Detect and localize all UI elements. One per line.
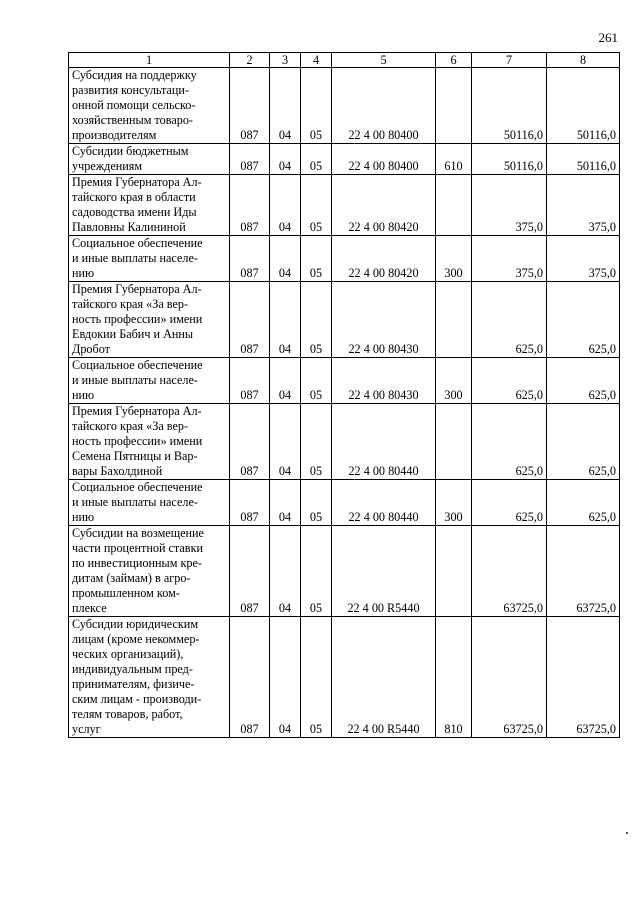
cell-name-line: услуг <box>72 722 101 736</box>
cell-name-line: Субсидии бюджетным <box>72 144 189 158</box>
cell-target-article: 22 4 00 80400 <box>332 68 436 144</box>
cell-amount-approved: 625,0 <box>472 480 547 526</box>
cell-name-line: Социальное обеспечение <box>72 236 203 250</box>
cell-subsection: 05 <box>301 358 332 404</box>
cell-target-article: 22 4 00 80420 <box>332 175 436 236</box>
cell-name-line: Павловны Калининой <box>72 220 186 234</box>
cell-name-line: тайского края «За вер- <box>72 419 189 433</box>
cell-section: 04 <box>270 282 301 358</box>
cell-expense-type <box>436 282 472 358</box>
cell-name-line: учреждениям <box>72 159 143 173</box>
cell-admin-code: 087 <box>230 282 270 358</box>
cell-name <box>69 617 230 738</box>
cell-name-line: Семена Пятницы и Вар- <box>72 449 198 463</box>
cell-name-line: Социальное обеспечение <box>72 480 203 494</box>
table-row <box>69 404 620 480</box>
cell-section: 04 <box>270 358 301 404</box>
cell-subsection: 05 <box>301 175 332 236</box>
cell-amount-total: 50116,0 <box>547 68 620 144</box>
cell-subsection: 05 <box>301 68 332 144</box>
cell-amount-approved: 63725,0 <box>472 526 547 617</box>
column-header-2: 2 <box>230 53 270 68</box>
cell-admin-code: 087 <box>230 68 270 144</box>
cell-name-line: индивидуальным пред- <box>72 662 193 676</box>
cell-expense-type <box>436 68 472 144</box>
cell-target-article: 22 4 00 80430 <box>332 358 436 404</box>
cell-expense-type: 810 <box>436 617 472 738</box>
cell-target-article: 22 4 00 80430 <box>332 282 436 358</box>
cell-amount-total: 375,0 <box>547 236 620 282</box>
cell-name-line: и иные выплаты населе- <box>72 251 198 265</box>
cell-expense-type: 610 <box>436 144 472 175</box>
cell-admin-code: 087 <box>230 404 270 480</box>
table-row <box>69 175 620 236</box>
cell-target-article: 22 4 00 80400 <box>332 144 436 175</box>
cell-target-article: 22 4 00 80420 <box>332 236 436 282</box>
cell-target-article: 22 4 00 R5440 <box>332 526 436 617</box>
cell-name <box>69 175 230 236</box>
cell-subsection: 05 <box>301 617 332 738</box>
cell-admin-code: 087 <box>230 358 270 404</box>
cell-name-line: плексе <box>72 601 107 615</box>
cell-name-line: Субсидия на поддержку <box>72 68 197 82</box>
cell-name <box>69 358 230 404</box>
cell-subsection: 05 <box>301 480 332 526</box>
cell-name-line: принимателям, физиче- <box>72 677 195 691</box>
cell-name-line: ским лицам - производи- <box>72 692 202 706</box>
column-header-1: 1 <box>69 53 230 68</box>
cell-amount-approved: 50116,0 <box>472 144 547 175</box>
cell-name-line: ческих организаций), <box>72 647 184 661</box>
cell-expense-type <box>436 526 472 617</box>
cell-name-line: Дробот <box>72 342 110 356</box>
cell-name-line: тайского края в области <box>72 190 196 204</box>
cell-name-line: производителям <box>72 128 157 142</box>
cell-amount-total: 625,0 <box>547 404 620 480</box>
cell-amount-total: 375,0 <box>547 175 620 236</box>
cell-name-line: тайского края «За вер- <box>72 297 189 311</box>
cell-name-line: ность профессии» имени <box>72 434 203 448</box>
cell-section: 04 <box>270 144 301 175</box>
cell-name-line: хозяйственным товаро- <box>72 113 193 127</box>
cell-name-line: нию <box>72 388 95 402</box>
cell-name-line: по инвестиционным кре- <box>72 556 202 570</box>
cell-admin-code: 087 <box>230 144 270 175</box>
cell-amount-approved: 375,0 <box>472 236 547 282</box>
cell-expense-type: 300 <box>436 358 472 404</box>
cell-section: 04 <box>270 404 301 480</box>
column-header-4: 4 <box>301 53 332 68</box>
cell-admin-code: 087 <box>230 175 270 236</box>
cell-subsection: 05 <box>301 526 332 617</box>
cell-name-line: ность профессии» имени <box>72 312 203 326</box>
cell-amount-total: 63725,0 <box>547 617 620 738</box>
cell-subsection: 05 <box>301 236 332 282</box>
cell-admin-code: 087 <box>230 480 270 526</box>
cell-name-line: развития консультаци- <box>72 83 189 97</box>
cell-name-line: вары Бахолдиной <box>72 464 163 478</box>
cell-name <box>69 480 230 526</box>
cell-section: 04 <box>270 480 301 526</box>
cell-name-line: Евдокии Бабич и Анны <box>72 327 194 341</box>
cell-amount-approved: 625,0 <box>472 282 547 358</box>
column-header-6: 6 <box>436 53 472 68</box>
cell-amount-total: 50116,0 <box>547 144 620 175</box>
cell-name-line: и иные выплаты населе- <box>72 495 198 509</box>
table-row <box>69 68 620 144</box>
cell-name-line: Премия Губернатора Ал- <box>72 175 202 189</box>
cell-amount-total: 625,0 <box>547 480 620 526</box>
cell-amount-total: 625,0 <box>547 358 620 404</box>
cell-target-article: 22 4 00 80440 <box>332 404 436 480</box>
cell-name-line: нию <box>72 510 95 524</box>
column-header-8: 8 <box>547 53 620 68</box>
cell-name-line: Субсидии юридическим <box>72 617 199 631</box>
cell-name-line: дитам (займам) в агро- <box>72 571 191 585</box>
cell-amount-approved: 375,0 <box>472 175 547 236</box>
cell-amount-approved: 625,0 <box>472 358 547 404</box>
table-row <box>69 282 620 358</box>
column-header-3: 3 <box>270 53 301 68</box>
cell-section: 04 <box>270 617 301 738</box>
cell-admin-code: 087 <box>230 526 270 617</box>
cell-target-article: 22 4 00 R5440 <box>332 617 436 738</box>
cell-name <box>69 144 230 175</box>
cell-name <box>69 526 230 617</box>
cell-name <box>69 404 230 480</box>
cell-section: 04 <box>270 175 301 236</box>
cell-admin-code: 087 <box>230 236 270 282</box>
cell-name-line: Премия Губернатора Ал- <box>72 404 202 418</box>
cell-section: 04 <box>270 68 301 144</box>
table-row <box>69 144 620 175</box>
cell-amount-total: 625,0 <box>547 282 620 358</box>
cell-name-line: Субсидии на возмещение <box>72 526 204 540</box>
cell-expense-type: 300 <box>436 480 472 526</box>
cell-section: 04 <box>270 236 301 282</box>
table-row <box>69 236 620 282</box>
cell-amount-total: 63725,0 <box>547 526 620 617</box>
cell-name <box>69 68 230 144</box>
table-row <box>69 617 620 738</box>
cell-name-line: онной помощи сельско- <box>72 98 196 112</box>
cell-name-line: Премия Губернатора Ал- <box>72 282 202 296</box>
cell-expense-type <box>436 175 472 236</box>
cell-expense-type <box>436 404 472 480</box>
page-number: 261 <box>598 30 618 45</box>
cell-name-line: промышленном ком- <box>72 586 180 600</box>
cell-name <box>69 282 230 358</box>
table-row <box>69 526 620 617</box>
cell-name-line: Социальное обеспечение <box>72 358 203 372</box>
cell-amount-approved: 50116,0 <box>472 68 547 144</box>
cell-name-line: и иные выплаты населе- <box>72 373 198 387</box>
cell-subsection: 05 <box>301 404 332 480</box>
cell-section: 04 <box>270 526 301 617</box>
cell-subsection: 05 <box>301 282 332 358</box>
cell-amount-approved: 63725,0 <box>472 617 547 738</box>
cell-name-line: нию <box>72 266 95 280</box>
cell-name-line: телям товаров, работ, <box>72 707 183 721</box>
cell-name-line: садоводства имени Иды <box>72 205 197 219</box>
scan-speck <box>626 832 628 834</box>
cell-amount-approved: 625,0 <box>472 404 547 480</box>
cell-name-line: лицам (кроме некоммер- <box>72 632 200 646</box>
cell-target-article: 22 4 00 80440 <box>332 480 436 526</box>
table-header-row <box>69 53 620 68</box>
cell-expense-type: 300 <box>436 236 472 282</box>
cell-name <box>69 236 230 282</box>
cell-admin-code: 087 <box>230 617 270 738</box>
table-row <box>69 480 620 526</box>
column-header-7: 7 <box>472 53 547 68</box>
table-row <box>69 358 620 404</box>
cell-subsection: 05 <box>301 144 332 175</box>
budget-table <box>68 52 620 738</box>
column-header-5: 5 <box>332 53 436 68</box>
cell-name-line: части процентной ставки <box>72 541 204 555</box>
